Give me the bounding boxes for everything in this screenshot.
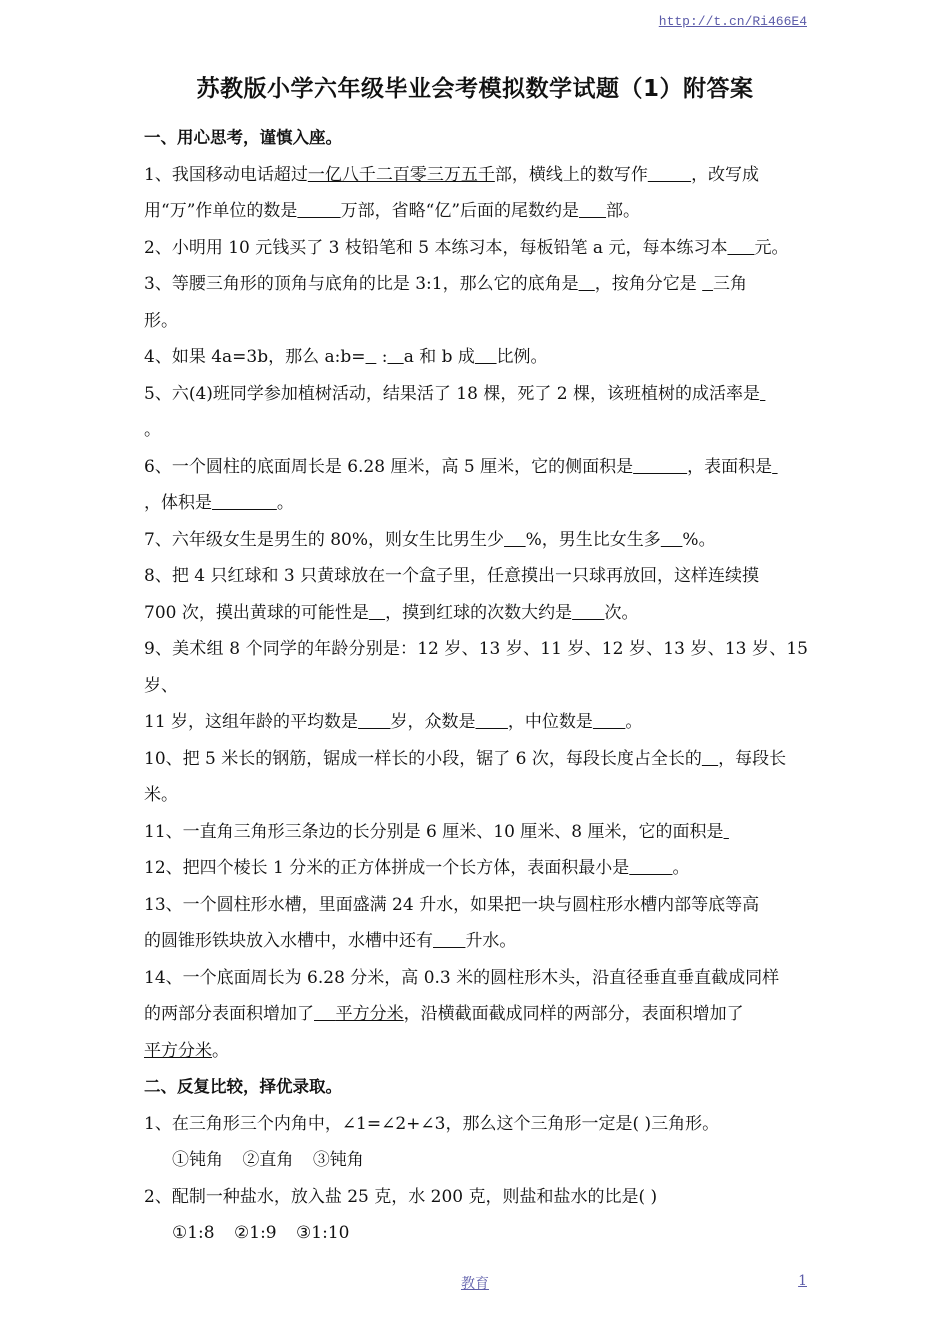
answer-blank [661, 530, 683, 550]
footer-link[interactable]: 教育 [461, 1276, 489, 1292]
question-1-8 [144, 558, 808, 631]
q-text: 元。 [754, 237, 789, 258]
answer-blank [702, 749, 718, 769]
q-text: 13、一个圆柱形水槽，里面盛满 24 升水，如果把一块与圆柱形水槽内部等底等高 [144, 894, 760, 915]
q-underlined-text: 平方分米 [144, 1040, 212, 1061]
q-text: ，体积是 [144, 493, 212, 513]
answer-blank [579, 274, 595, 294]
answer-blank [579, 201, 606, 221]
q-text: 5、六(4)班同学参加植树活动，结果活了 18 棵，死了 2 棵，该班植树的成活率是 [144, 383, 760, 404]
q-text: 4、如果 4a=3b，那么 a:b= [144, 347, 366, 367]
q-underlined-text: 平方分米 [335, 1004, 404, 1024]
question-1-7 [144, 522, 808, 559]
question-1-10 [144, 741, 808, 814]
q-text: 。 [212, 1040, 229, 1061]
section1-heading: 一、用心思考，谨慎入座。 [144, 128, 342, 147]
q-text: ，表面积是 [687, 456, 773, 477]
q-text: 比例。 [496, 347, 548, 367]
answer-blank [702, 274, 713, 294]
q-text: %。 [682, 529, 716, 550]
answer-blank [593, 712, 625, 732]
q-text: 部。 [606, 201, 641, 221]
question-1-2 [144, 230, 808, 267]
question-2-2 [144, 1179, 808, 1216]
q-text: 次。 [604, 602, 639, 623]
option: ②直角 [242, 1150, 294, 1170]
answer-blank [358, 712, 390, 732]
page-title: 苏教版小学六年级毕业会考模拟数学试题（1）附答案 [196, 76, 754, 102]
q-text: a 和 b 成 [403, 347, 475, 367]
answer-blank [727, 238, 754, 258]
answer-blank [314, 1004, 336, 1024]
document-body [144, 120, 808, 1252]
question-2-1 [144, 1106, 808, 1143]
answer-blank [633, 457, 687, 477]
q-text: ，每段长 [718, 748, 787, 769]
answer-blank [572, 603, 604, 623]
q-text: 6、一个圆柱的底面周长是 6.28 厘米，高 5 厘米，它的侧面积是 [144, 456, 634, 477]
header-link[interactable]: http://t.cn/Ri466E4 [658, 14, 807, 29]
answer-blank [724, 822, 729, 842]
q-text: 形。 [144, 310, 178, 331]
answer-blank [366, 347, 377, 367]
q-text: ，按角分它是 [594, 274, 703, 294]
question-1-6 [144, 449, 808, 522]
section2-heading: 二、反复比较，择优录取。 [144, 1077, 342, 1096]
q-underlined-text: 一亿八千二百零三万五千 [307, 164, 495, 185]
answer-blank [760, 384, 765, 404]
q-text: 11、一直角三角形三条边的长分别是 6 厘米、10 厘米、8 厘米，它的面积是 [144, 821, 724, 842]
answer-blank [629, 858, 672, 878]
question-1-3 [144, 266, 808, 339]
q-text: ，中位数是 [507, 712, 593, 732]
q-text: 的圆锥形铁块放入水槽中，水槽中还有 [144, 931, 433, 951]
question-1-14 [144, 960, 808, 1070]
option: ③1:10 [296, 1223, 350, 1243]
q-text: 9、美术组 8 个同学的年龄分别是：12 岁、13 岁、11 岁、12 岁、13 岁、13 岁、15 岁、 [144, 639, 808, 696]
q-text: 10、把 5 米长的钢筋，锯成一样长的小段，锯了 6 次，每段长度占全长的 [144, 748, 702, 769]
q-text: 2、小明用 10 元钱买了 3 枝铅笔和 5 本练习本，每板铅笔 a 元，每本练习本 [144, 237, 728, 258]
q-text: 万部，省略“亿”后面的尾数约是 [340, 201, 580, 221]
q-text: 700 次，摸出黄球的可能性是 [144, 602, 369, 623]
question-1-12 [144, 850, 808, 887]
q-text: ，沿横截面截成同样的两部分，表面积增加了 [403, 1004, 744, 1024]
q-text: 的两部分表面积增加了 [144, 1004, 314, 1024]
q-text: 用“万”作单位的数是 [144, 201, 298, 221]
q-text: 。 [672, 858, 690, 878]
answer-blank [648, 165, 691, 185]
q-text: 7、六年级女生是男生的 80%，则女生比男生少 [144, 529, 505, 550]
q-text: %，男生比女生多 [525, 529, 661, 550]
q-text: 8、把 4 只红球和 3 只黄球放在一个盒子里，任意摸出一只球再放回，这样连续摸 [144, 566, 760, 586]
question-1-13 [144, 887, 808, 960]
q-text: 11 岁，这组年龄的平均数是 [144, 712, 359, 732]
option: ②1:9 [234, 1223, 277, 1243]
q-text: 3、等腰三角形的顶角与底角的比是 3:1，那么它的底角是 [144, 274, 579, 294]
question-1-1 [144, 157, 808, 230]
answer-blank [475, 712, 507, 732]
answer-blank [369, 603, 385, 623]
option: ③钝角 [312, 1150, 364, 1170]
q-text: 2、配制一种盐水，放入盐 25 克，水 200 克，则盐和盐水的比是( ) [144, 1186, 658, 1207]
answer-blank [387, 347, 403, 367]
page-number: 1 [798, 1273, 807, 1289]
q-text: ，改写成 [691, 164, 760, 185]
answer-blank [504, 530, 526, 550]
q-text: 1、我国移动电话超过 [144, 164, 308, 185]
q-text: 升水。 [465, 931, 517, 951]
answer-blank [772, 457, 777, 477]
option: ①钝角 [172, 1150, 223, 1170]
q-text: ，摸到红球的次数大约是 [385, 602, 573, 623]
q-text: 。 [276, 493, 294, 513]
question-2-1-options [144, 1142, 808, 1179]
answer-blank [297, 201, 340, 221]
q-text: 14、一个底面周长为 6.28 分米，高 0.3 米的圆柱形木头，沿直径垂直垂直截成同样 [144, 967, 780, 988]
question-1-5 [144, 376, 808, 449]
answer-blank [475, 347, 497, 367]
q-text: 三角 [713, 274, 748, 294]
question-2-2-options [144, 1215, 808, 1252]
q-text: 。 [625, 712, 643, 732]
option: ①1:8 [172, 1223, 215, 1243]
question-1-11 [144, 814, 808, 851]
q-text: : [376, 347, 388, 367]
answer-blank [212, 493, 277, 513]
q-text: 12、把四个棱长 1 分米的正方体拼成一个长方体，表面积最小是 [144, 858, 630, 878]
answer-blank [433, 931, 465, 951]
q-text: 部，横线上的数写作 [494, 164, 648, 185]
question-1-4 [144, 339, 808, 376]
q-text: 1、在三角形三个内角中，∠1=∠2+∠3，那么这个三角形一定是( )三角形。 [144, 1113, 720, 1134]
q-text: 岁，众数是 [390, 712, 476, 732]
q-text: 。 [144, 420, 161, 440]
question-1-9 [144, 631, 808, 741]
q-text: 米。 [144, 785, 178, 805]
